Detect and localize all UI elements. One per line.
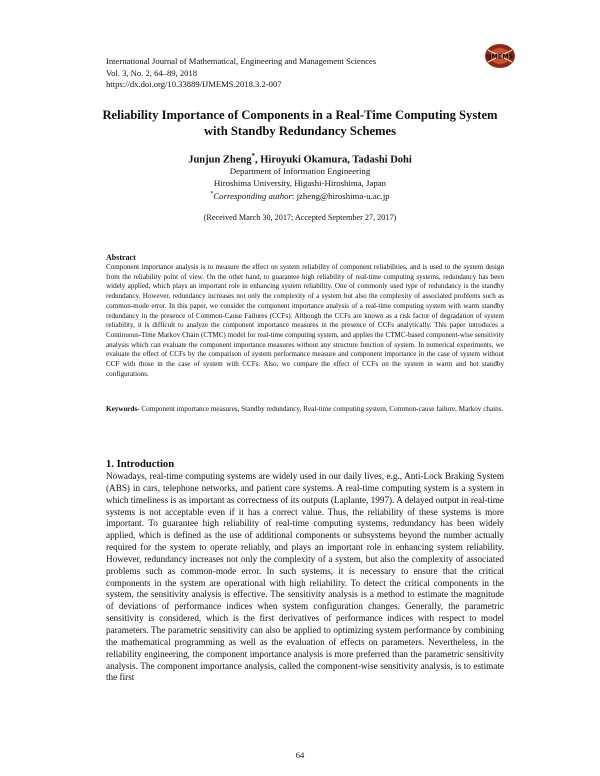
corr-email[interactable]: : jzheng@hiroshima-u.ac.jp bbox=[291, 191, 390, 202]
page-number: 64 bbox=[295, 750, 305, 760]
keywords bbox=[106, 405, 504, 415]
affiliation bbox=[60, 166, 540, 203]
keywords-text: Component importance measures, Standby redundancy, Real-time computing system, Common-cause failure, Markov chains. bbox=[139, 405, 504, 413]
introduction-text: Nowadays, real-time computing systems are widely used in our daily lives, e.g., Anti-Lock Braking System (ABS) in cars, telephone networks, and patient care systems. A real-time computing system is a system in which timeliness is as important as correctness of its outputs (Laplante, 1997). A delayed output in real-time systems is not acceptable even if it has a correct value. Thus, the reliability of these systems is more important. To guarantee high reliability of real-time computing systems, redundancy has been widely applied, which is defined as the use of additional components or subsystems beyond the number actually required for the system to operate reliably, and plays an important role in enhancing system reliability. However, redundancy increases not only the complexity of a system, but also the complexity of associated problems such as common-mode error. In such systems, it is necessary to ensure that the critical components in the system are operational with high reliability. To detect the critical components in the system, the sensitivity analysis is effective. The sensitivity analysis is a method to estimate the magnitude of deviations of performance indices when system configuration changes. Generally, the parametric sensitivity is considered, which is the first derivatives of performance indices with respect to model parameters. The parametric sensitivity can also be applied to optimizing system performance by combining the mathematical programming as well as the evaluation of effects on parameters. Nevertheless, in the reliability engineering, the component importance analysis is more preferred than the parametric sensitivity analysis. The component importance analysis, called the component-wise sensitivity analysis, is to estimate the first bbox=[106, 471, 504, 683]
university: Hiroshima University, Higashi-Hiroshima, Japan bbox=[213, 177, 387, 188]
journal-logo-icon bbox=[478, 42, 522, 70]
other-authors: , Hiroyuki Okamura, Tadashi Dohi bbox=[255, 154, 412, 166]
abstract-text: Component importance analysis is to measure the effect on system reliability of component reliabilities, and is used to the system design from the reliability point of view. On the other hand, to guarantee high reliability of real-time computing systems, redundancy has been widely applied, which plays an important role in enhancing system reliability. One of commonly used type of redundancy is the standby redundancy. However, redundancy increases not only the complexity of a system but also the complexity of associated problems such as common-mode error. In this paper, we consider the component importance analysis of a real-time computing system with warm standby redundancy in the presence of Common-Cause Failures (CCFs). Although the CCFs are known as a risk factor of degradation of system reliability, it is difficult to analyze the component importance measures in the presence of CCFs analytically. This paper introduces a Continuous-Time Markov Chain (CTMC) model for real-time computing system, and applies the CTMC-based component-wise sensitivity analysis which can evaluate the component importance measures without any structure function of system. In numerical experiments, we evaluate the effect of CCFs by the comparison of system performance measure and component importance in the case of system without CCF with those in the case of system with CCFs. Also, we compare the effect of CCFs on the system in warm and hot standby configurations. bbox=[106, 263, 504, 378]
corr-mark: * bbox=[210, 191, 214, 198]
keywords-label: Keywords- bbox=[106, 405, 140, 413]
received-dates: (Received March 30, 2017; Accepted September 27, 2017) bbox=[203, 213, 397, 222]
journal-logo-text: IJMEMS bbox=[486, 52, 514, 61]
corresponding-author-line bbox=[60, 189, 540, 203]
department: Department of Information Engineering bbox=[229, 166, 371, 176]
journal-info bbox=[106, 56, 376, 91]
journal-doi[interactable]: https://dx.doi.org/10.33889/IJMEMS.2018.3.2-007 bbox=[106, 79, 282, 89]
first-author: Junjun Zheng bbox=[188, 154, 252, 166]
author-list bbox=[60, 152, 540, 166]
corr-label: Corresponding author bbox=[213, 191, 292, 202]
paper-title: Reliability Importance of Components in a Real-Time Computing System with Standby Redundancy Schemes bbox=[102, 108, 498, 138]
journal-volume: Vol. 3, No. 2, 64–89, 2018 bbox=[106, 67, 198, 78]
section-heading: 1. Introduction bbox=[106, 459, 175, 470]
corresponding-mark: * bbox=[251, 152, 256, 160]
journal-name: International Journal of Mathematical, Engineering and Management Sciences bbox=[106, 56, 377, 66]
abstract-heading: Abstract bbox=[106, 253, 136, 262]
